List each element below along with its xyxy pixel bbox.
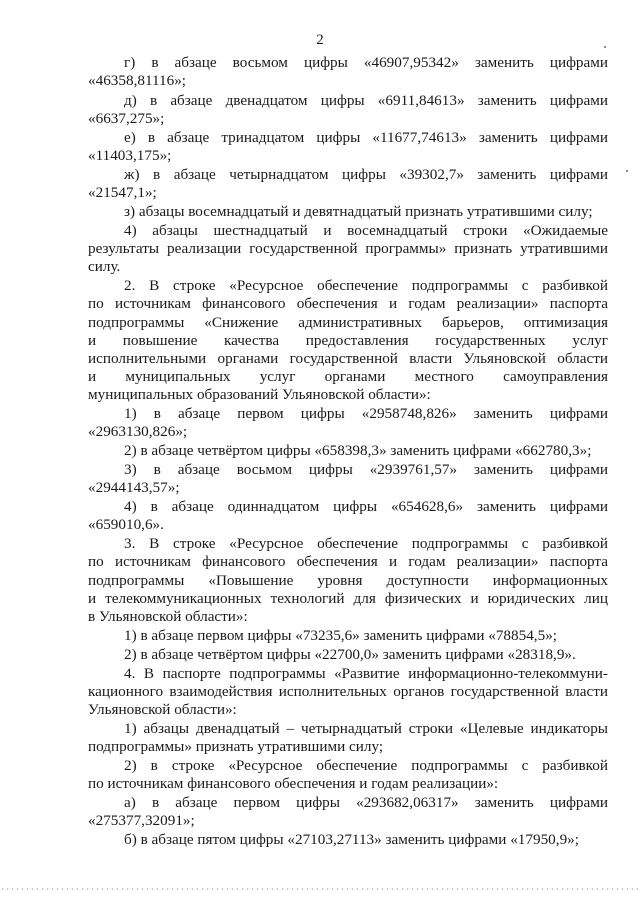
text-line: «6637,275»; — [88, 110, 165, 127]
text-line: 3) в абзаце восьмом цифры «2939761,57» заменить цифрами — [124, 461, 608, 478]
text-line: 1) в абзаце первом цифры «2958748,826» заменить цифрами — [124, 405, 608, 422]
text-line: подпрограммы «Снижение административных барьеров, оптимизация — [88, 314, 608, 331]
text-line: результаты реализации государственной программы» признать утратившими — [88, 240, 608, 257]
text-line: «2963130,826»; — [88, 423, 188, 440]
text-line: «21547,1»; — [88, 184, 157, 201]
text-line: подпрограммы» признать утратившими силу; — [88, 738, 384, 755]
text-line: и телекоммуникационных технологий для физических и юридических лиц — [88, 590, 608, 607]
text-line: и муниципальных услуг органами местного самоуправления — [88, 368, 608, 385]
text-line: в Ульяновской области»: — [88, 608, 248, 625]
text-line: д) в абзаце двенадцатом цифры «6911,84613» заменить цифрами — [124, 92, 608, 109]
text-line: 2. В строке «Ресурсное обеспечение подпрограммы с разбивкой — [124, 277, 608, 294]
text-line: «275377,32091»; — [88, 812, 195, 829]
text-line: 2) в абзаце четвёртом цифры «658398,3» заменить цифрами «662780,3»; — [124, 442, 592, 459]
text-line: «11403,175»; — [88, 147, 172, 164]
text-line: б) в абзаце пятом цифры «27103,27113» заменить цифрами «17950,9»; — [124, 831, 579, 848]
text-line: 2) в абзаце четвёртом цифры «22700,0» заменить цифрами «28318,9». — [124, 646, 576, 663]
text-line: а) в абзаце первом цифры «293682,06317» заменить цифрами — [124, 794, 608, 811]
text-line: исполнительными органами государственной власти Ульяновской области — [88, 350, 608, 367]
text-line: муниципальных образований Ульяновской области»: — [88, 386, 431, 403]
text-line: 3. В строке «Ресурсное обеспечение подпрограммы с разбивкой — [124, 535, 608, 552]
scan-edge-dots — [0, 888, 640, 890]
text-line: е) в абзаце тринадцатом цифры «11677,74613» заменить цифрами — [124, 129, 608, 146]
text-line: ж) в абзаце четырнадцатом цифры «39302,7» заменить цифрами — [124, 166, 608, 183]
text-line: з) абзацы восемнадцатый и девятнадцатый признать утратившими силу; — [124, 203, 593, 220]
text-line: г) в абзаце восьмом цифры «46907,95342» заменить цифрами — [124, 54, 608, 71]
text-line: по источникам финансового обеспечения и годам реализации»: — [88, 775, 499, 792]
scan-speck — [604, 46, 606, 48]
text-line: «46358,81116»; — [88, 72, 187, 89]
text-line: по источникам финансового обеспечения и годам реализации» паспорта — [88, 553, 608, 570]
text-line: силу. — [88, 258, 121, 275]
text-line: Ульяновской области»: — [88, 701, 237, 718]
scan-speck — [626, 170, 628, 172]
page-number: 2 — [316, 32, 324, 48]
text-line: 1) абзацы двенадцатый – четырнадцатый строки «Целевые индикаторы — [124, 720, 608, 737]
text-line: подпрограммы «Повышение уровня доступности информационных — [88, 572, 608, 589]
text-line: и повышение качества предоставления государственных услуг — [88, 332, 608, 349]
text-line: 4. В паспорте подпрограммы «Развитие информационно-телекоммуни- — [124, 665, 608, 682]
text-line: кационного взаимодействия исполнительных органов государственной власти — [88, 683, 608, 700]
text-line: 1) в абзаце первом цифры «73235,6» заменить цифрами «78854,5»; — [124, 627, 558, 644]
text-line: 2) в строке «Ресурсное обеспечение подпрограммы с разбивкой — [124, 757, 608, 774]
text-line: «2944143,57»; — [88, 479, 180, 496]
text-line: 4) в абзаце одиннадцатом цифры «654628,6» заменить цифрами — [124, 498, 608, 515]
text-line: «659010,6». — [88, 516, 164, 533]
text-line: 4) абзацы шестнадцатый и восемнадцатый строки «Ожидаемые — [124, 222, 608, 239]
text-line: по источникам финансового обеспечения и годам реализации» паспорта — [88, 295, 608, 312]
